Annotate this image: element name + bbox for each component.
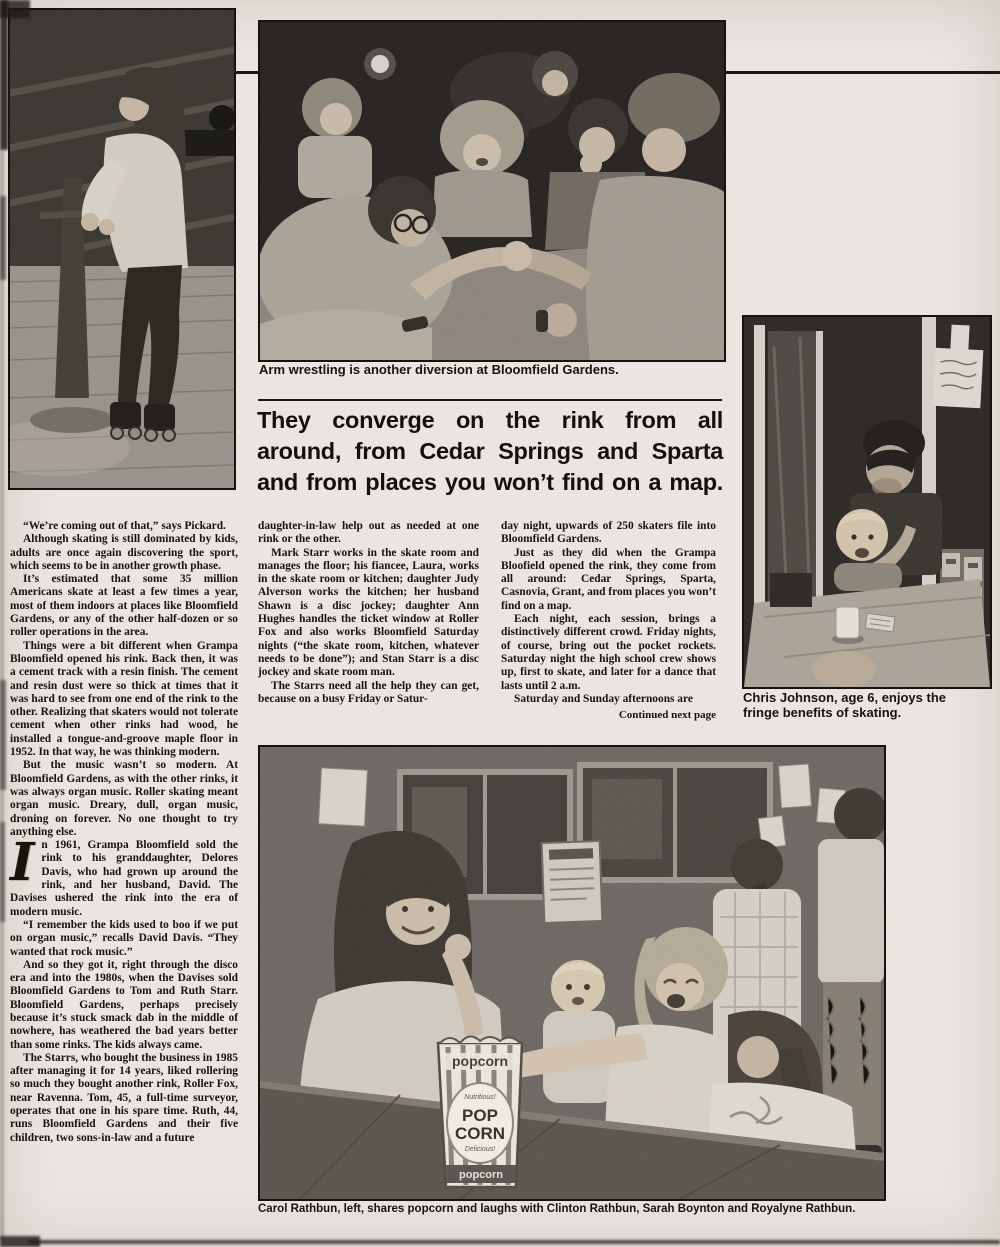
paragraph: “I remember the kids used to boo if we put on organ music,” recalls David Davis. “They wanted that rock music.” [10, 918, 238, 958]
paragraph-text: n 1961, Grampa Bloomfield sold the rink to his granddaughter, Delores Davis, who had grown up around the rink, and her husband, David. The Davises ushered the rink into the era of modern music. [10, 839, 238, 918]
scan-artifact [28, 1240, 1000, 1244]
popcorn-box-top-label: popcorn [452, 1053, 508, 1069]
photo-chris-johnson [742, 315, 992, 689]
paragraph: The Starrs, who bought the business in 1985 after managing it for 14 years, liked rollering so much they bought another rink, Roller Fox, near Ravenna. Tom, 45, a full-time surveyor, operates that one in his spare time. Ruth, 44, runs Bloomfield Gardens and their five children, two sons-in-law and a future [10, 1051, 238, 1144]
popcorn-box-corn-label: CORN [454, 1124, 506, 1143]
scan-artifact [0, 822, 5, 922]
popcorn-box-badge-label: Nutritious! [464, 1094, 496, 1101]
paragraph: The Starrs need all the help they can get, because on a busy Friday or Satur- [258, 679, 479, 705]
snack-booth-illustration [744, 317, 990, 687]
paragraph: Although skating is still dominated by kids, adults are once again discovering the sport, which seems to be in another growth phase. [10, 533, 238, 572]
headline [257, 405, 723, 497]
paragraph: “We’re coming out of that,” says Pickard. [23, 520, 226, 532]
scan-artifact [0, 0, 8, 150]
paragraph: Things were a bit different when Grampa Bloomfield opened his rink. Back then, it was a cement track with a resin finish. The cement and resin dust were so thick at times that it was hard to see from one end of the rink to the other. Realizing that skaters would not tolerate cement when other rinks had wood, he installed a tongue-and-groove maple floor in 1952. In that way, he was thinking modern. [10, 639, 238, 759]
caption-arm-wrestling: Arm wrestling is another diversion at Bloomfield Gardens. [259, 362, 619, 377]
girl-skater-illustration [10, 10, 234, 488]
paragraph-dropcap [10, 832, 238, 919]
caption-popcorn: Carol Rathbun, left, shares popcorn and laughs with Clinton Rathbun, Sarah Boynton and Royalyne Rathbun. [258, 1203, 856, 1215]
popcorn-box-tagline-label: Delicious! [464, 1146, 496, 1153]
article-column-2 [258, 520, 479, 706]
paragraph: Saturday and Sunday afternoons are [514, 692, 693, 705]
headline-line: and from places you won’t find on a map. [257, 468, 723, 495]
paragraph: It’s estimated that some 35 million Americans skate at least a few times a year, most of them indoors at places like Bloomfield Gardens, or any of the other half-dozen or so roller operations in the area. [10, 573, 238, 639]
article-column-3 [501, 520, 716, 722]
drop-cap-initial: I [10, 832, 35, 894]
continued-next-page: Continued next page [618, 709, 716, 722]
photo-arm-wrestling [258, 20, 726, 362]
caption-chris-johnson: Chris Johnson, age 6, enjoys the fringe benefits of skating. [743, 690, 946, 721]
paragraph: But the music wasn’t so modern. At Bloomfield Gardens, as with the other rinks, it was always organ music. Roller skating meant organ music. Dreary, dull, organ music, droning on forever. No one thought to try anything else. [10, 759, 238, 838]
arm-wrestling-illustration [260, 22, 724, 360]
scan-artifact [0, 196, 6, 280]
photo-girl-skater [8, 8, 236, 490]
paragraph: Just as they did when the Grampa Bloofield opened the rink, they come from all around: Cedar Springs, Sparta, Casnovia, Grant, and from places you won’t find on a map. [501, 546, 716, 612]
headline-line: around, from Cedar Springs and Sparta [257, 437, 723, 464]
popcorn-illustration [260, 747, 884, 1199]
paragraph: daughter-in-law help out as needed at one rink or the other. [258, 520, 479, 546]
popcorn-box-pop-label: POP [462, 1106, 498, 1125]
article-column-1 [10, 520, 238, 1145]
scan-artifact [0, 1236, 40, 1247]
photo-popcorn [258, 745, 886, 1201]
scan-artifact [0, 0, 30, 18]
headline-rule [258, 399, 722, 401]
paragraph: And so they got it, right through the disco era and into the 1980s, when the Davises sold Bloomfield Gardens to Tom and Ruth Starr. Bloomfield Gardens, perhaps precisely because it’s stuck smack dab in the middle of nowhere, has weathered the bad years better than some rinks. The kids always came. [10, 958, 238, 1051]
headline-line: They converge on the rink from all [257, 407, 723, 433]
popcorn-box-bottom-label: popcorn [459, 1169, 503, 1181]
paragraph: Mark Starr works in the skate room and manages the floor; his fiancee, Laura, works in the skate room or kitchen; daughter Judy Alverson works the kitchen; her husband Shawn is a disc jockey; daughter Ann Hughes handles the ticket window at Roller Fox and also works Bloomfield Saturday nights (“the skate room, kitchen, whatever needs to be done”); and Stan Starr is a disc jockey and skate room man. [258, 546, 479, 679]
paragraph: Each night, each session, brings a distinctively different crowd. Friday nights, of course, bring out the pocket rockets. Saturday night the high school crew shows up, first to skate, and later for a dance that lasts until 2 a.m. [501, 613, 716, 692]
scan-artifact [0, 680, 6, 790]
paragraph: day night, upwards of 250 skaters file into Bloomfield Gardens. [501, 520, 716, 546]
